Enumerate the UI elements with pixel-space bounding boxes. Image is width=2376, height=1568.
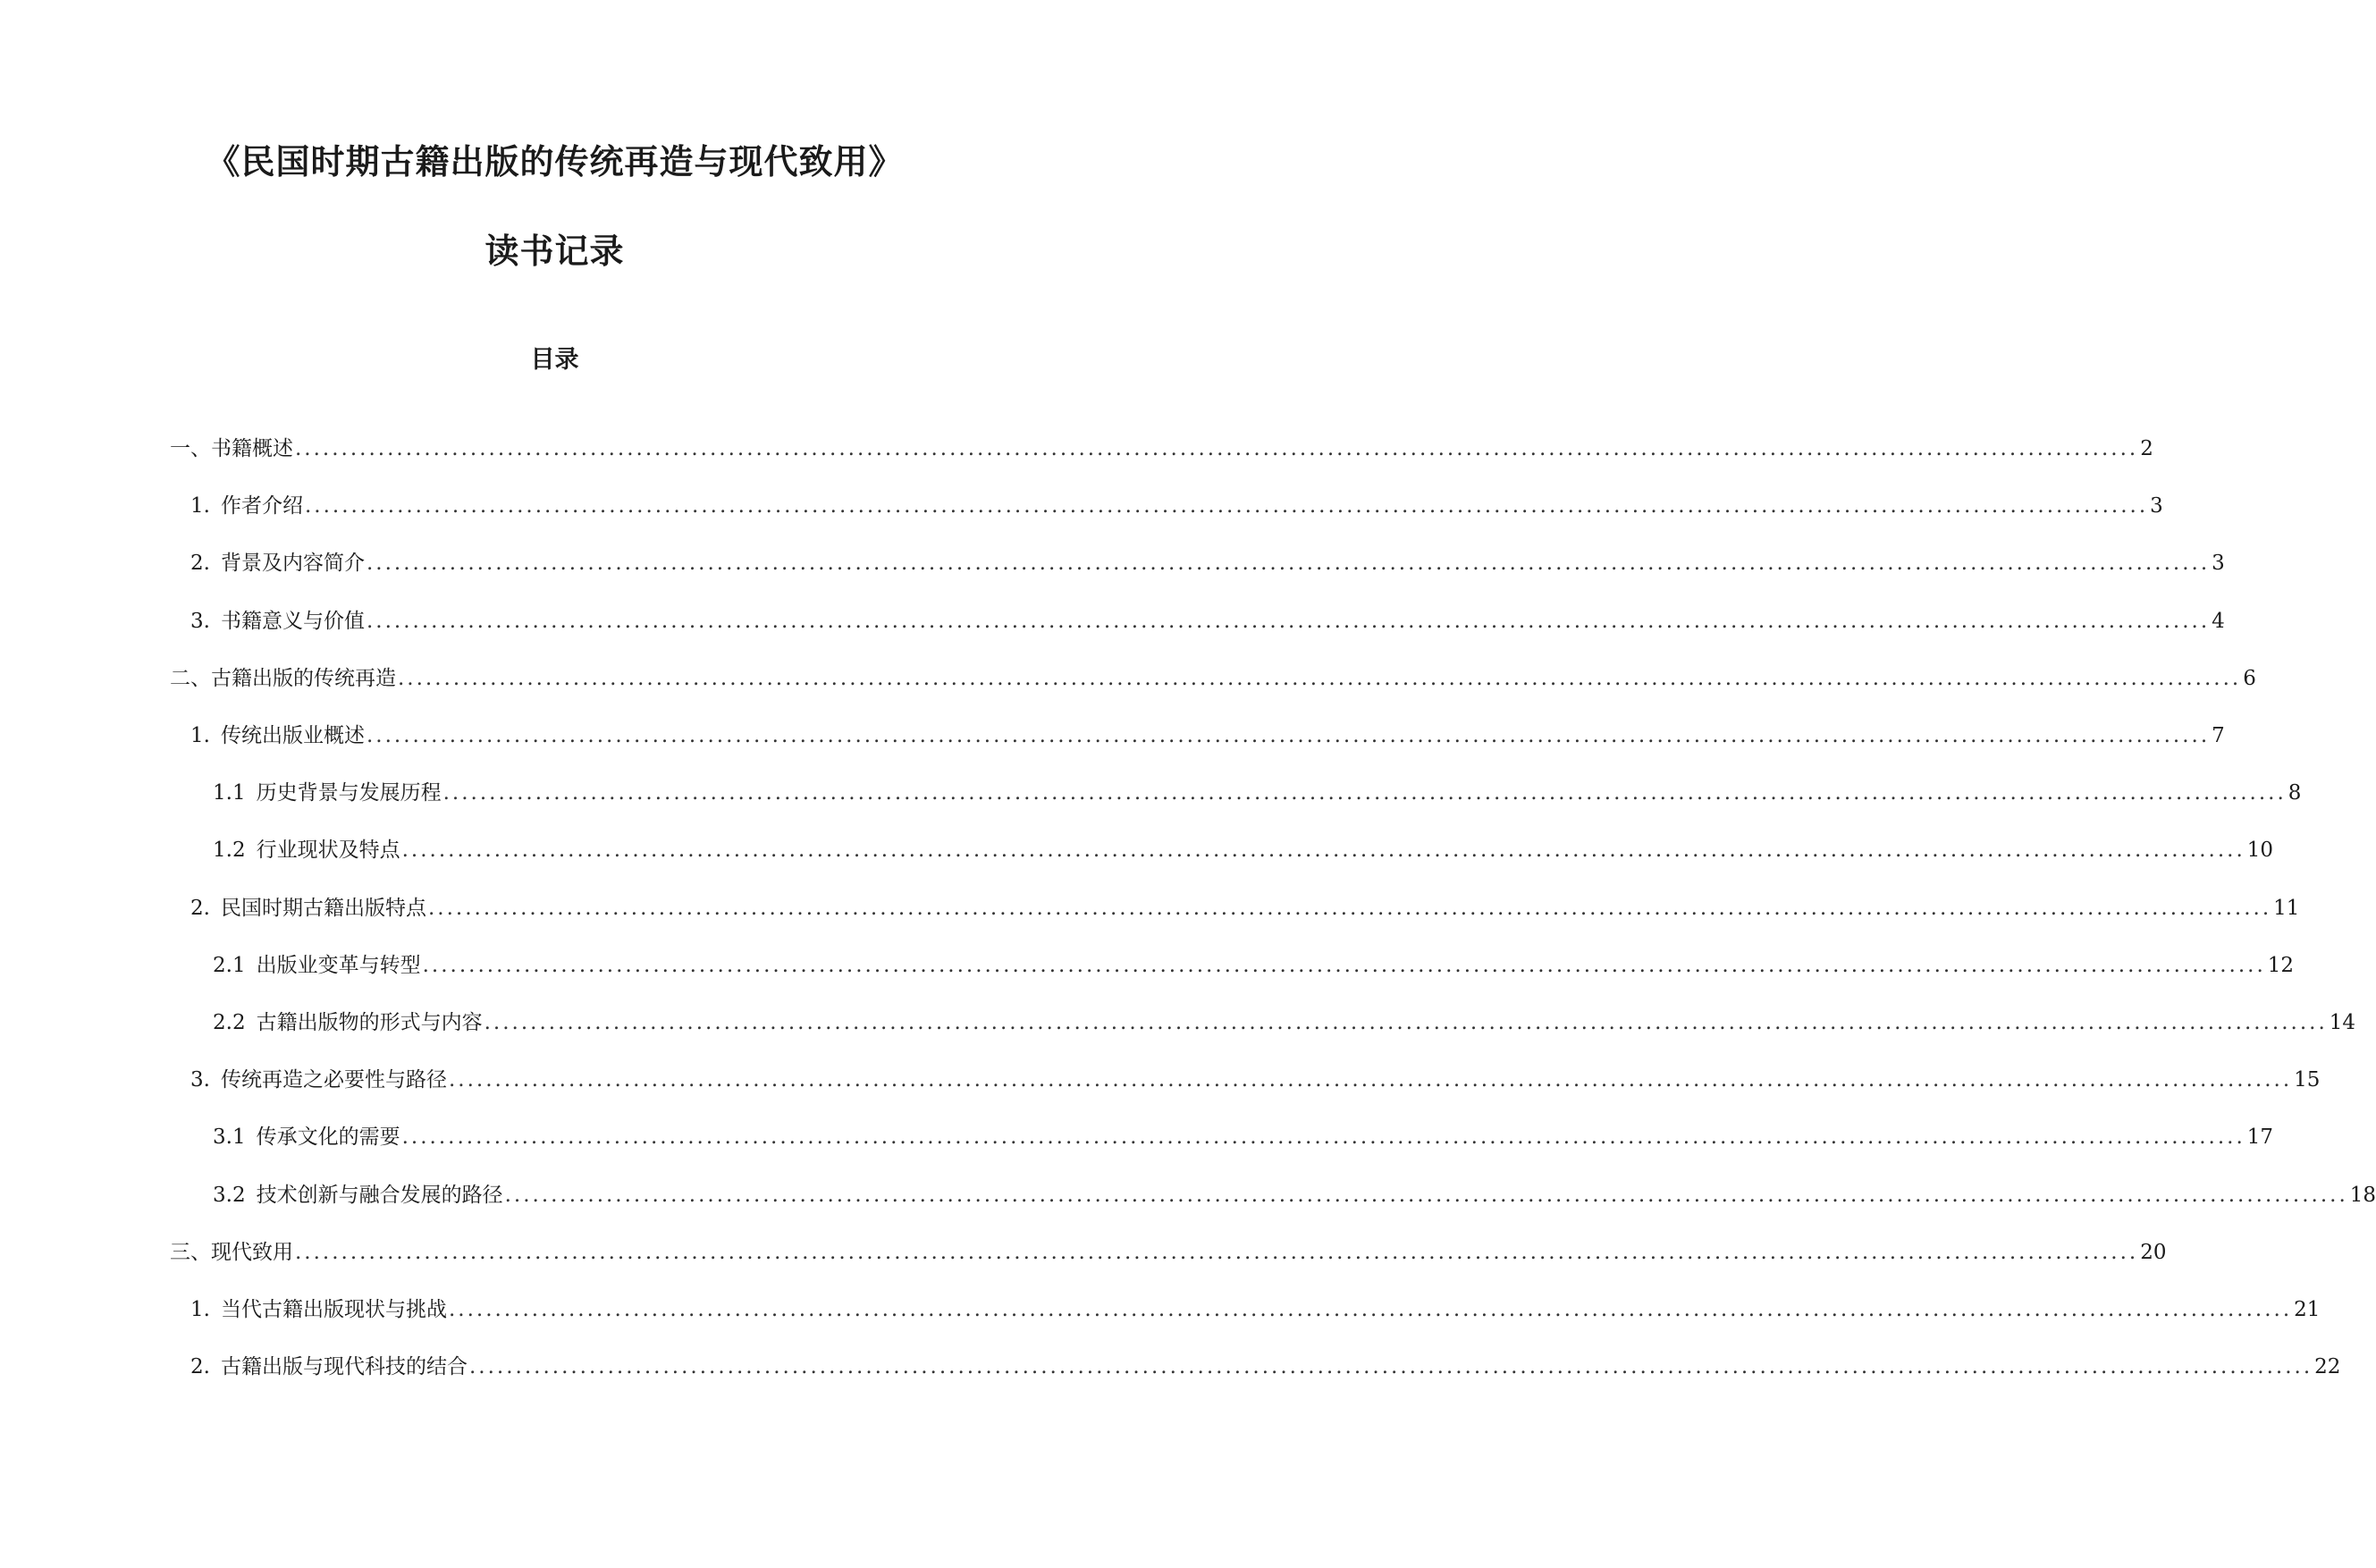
toc-entry[interactable] <box>190 1350 2341 1378</box>
document-title: 《民国时期古籍出版的传统再造与现代致用》 <box>206 142 904 181</box>
toc-dot-leader: ........................................................................................................................................................................................................ <box>427 897 2272 920</box>
toc-entry-label: 传承文化的需要 <box>256 1125 400 1149</box>
toc-entry-label: 技术创新与融合发展的路径 <box>256 1184 503 1207</box>
toc-entry[interactable] <box>213 833 2274 862</box>
toc-entry[interactable] <box>213 1120 2274 1149</box>
toc-entry[interactable] <box>213 1006 2356 1034</box>
toc-dot-leader: ........................................................................................................................................................................................................ <box>366 610 2211 633</box>
toc-entry[interactable] <box>190 719 2225 747</box>
toc-entry-number: 2. <box>190 897 210 920</box>
toc-entry-number: 1. <box>190 724 210 747</box>
toc-entry[interactable] <box>213 776 2302 805</box>
toc-dot-leader: ........................................................................................................................................................................................................ <box>504 1184 2348 1207</box>
toc-dot-leader: ........................................................................................................................................................................................................ <box>304 494 2149 518</box>
toc-heading: 目录 <box>530 346 579 374</box>
toc-entry-label: 行业现状及特点 <box>256 839 400 862</box>
toc-entry[interactable] <box>190 1293 2321 1321</box>
toc-dot-leader: ........................................................................................................................................................................................................ <box>422 954 2266 977</box>
toc-page-number: 3 <box>2212 552 2225 575</box>
toc-dot-leader: ........................................................................................................................................................................................................ <box>468 1355 2313 1378</box>
toc-entry-label: 古籍出版物的形式与内容 <box>256 1011 483 1034</box>
toc-entry-label: 作者介绍 <box>220 494 303 518</box>
toc-entry[interactable] <box>170 662 2256 690</box>
toc-entry-label: 当代古籍出版现状与挑战 <box>220 1298 447 1321</box>
toc-dot-leader: ........................................................................................................................................................................................................ <box>401 839 2245 862</box>
toc-page-number: 22 <box>2314 1355 2341 1378</box>
toc-page-number: 2 <box>2140 437 2153 460</box>
toc-dot-leader: ........................................................................................................................................................................................................ <box>398 667 2242 690</box>
toc-page-number: 6 <box>2243 667 2256 690</box>
toc-page-number: 18 <box>2349 1184 2376 1207</box>
toc-entry-number: 2.1 <box>213 954 246 977</box>
toc-page-number: 21 <box>2294 1298 2321 1321</box>
toc-entry-label: 历史背景与发展历程 <box>256 781 442 805</box>
toc-entry[interactable] <box>190 891 2300 920</box>
toc-page-number: 3 <box>2150 494 2163 518</box>
toc-entry-number: 1. <box>190 494 210 518</box>
toc-entry-number: 1.2 <box>213 839 246 862</box>
toc-dot-leader: ........................................................................................................................................................................................................ <box>448 1068 2293 1092</box>
toc-entry[interactable] <box>213 1178 2376 1207</box>
toc-page-number: 14 <box>2329 1011 2356 1034</box>
toc-page-number: 10 <box>2246 839 2274 862</box>
toc-dot-leader: ........................................................................................................................................................................................................ <box>442 781 2287 805</box>
toc-entry-label: 书籍意义与价值 <box>220 610 365 633</box>
toc-page-number: 7 <box>2212 724 2225 747</box>
toc-entry-number: 2. <box>190 1355 210 1378</box>
toc-entry-label: 背景及内容简介 <box>220 552 365 575</box>
toc-entry-number: 3. <box>190 1068 210 1092</box>
toc-page-number: 15 <box>2294 1068 2321 1092</box>
toc-entry[interactable] <box>190 604 2225 633</box>
toc-entry-number: 3.1 <box>213 1125 246 1149</box>
toc-entry-number: 1.1 <box>213 781 246 805</box>
toc-entry-label: 民国时期古籍出版特点 <box>220 897 426 920</box>
toc-page-number: 8 <box>2288 781 2302 805</box>
toc-entry-number: 1. <box>190 1298 210 1321</box>
toc-entry-number: 3. <box>190 610 210 633</box>
toc-entry-label: 出版业变革与转型 <box>256 954 421 977</box>
toc-dot-leader: ........................................................................................................................................................................................................ <box>366 552 2211 575</box>
toc-entry-label: 三、现代致用 <box>170 1241 293 1264</box>
toc-entry[interactable] <box>190 489 2163 518</box>
toc-entry-label: 二、古籍出版的传统再造 <box>170 667 396 690</box>
toc-dot-leader: ........................................................................................................................................................................................................ <box>366 724 2211 747</box>
toc-dot-leader: ........................................................................................................................................................................................................ <box>295 1241 2139 1264</box>
toc-dot-leader: ........................................................................................................................................................................................................ <box>448 1298 2293 1321</box>
toc-entry-label: 传统出版业概述 <box>220 724 365 747</box>
toc-entry[interactable] <box>170 432 2153 460</box>
document-subtitle: 读书记录 <box>484 232 625 271</box>
toc-entry[interactable] <box>190 1063 2321 1092</box>
toc-dot-leader: ........................................................................................................................................................................................................ <box>401 1125 2245 1149</box>
toc-page-number: 17 <box>2246 1125 2274 1149</box>
toc-page-number: 4 <box>2212 610 2225 633</box>
toc-dot-leader: ........................................................................................................................................................................................................ <box>484 1011 2328 1034</box>
toc-page-number: 12 <box>2267 954 2295 977</box>
toc-entry-number: 3.2 <box>213 1184 246 1207</box>
toc-entry[interactable] <box>213 948 2295 977</box>
toc-entry-label: 传统再造之必要性与路径 <box>220 1068 447 1092</box>
toc-entry-number: 2. <box>190 552 210 575</box>
toc-entry[interactable] <box>170 1235 2167 1264</box>
toc-entry[interactable] <box>190 546 2225 575</box>
toc-page-number: 20 <box>2140 1241 2167 1264</box>
toc-entry-label: 一、书籍概述 <box>170 437 293 460</box>
toc-entry-number: 2.2 <box>213 1011 246 1034</box>
toc-page-number: 11 <box>2273 897 2300 920</box>
toc-dot-leader: ........................................................................................................................................................................................................ <box>295 437 2139 460</box>
toc-entry-label: 古籍出版与现代科技的结合 <box>220 1355 468 1378</box>
